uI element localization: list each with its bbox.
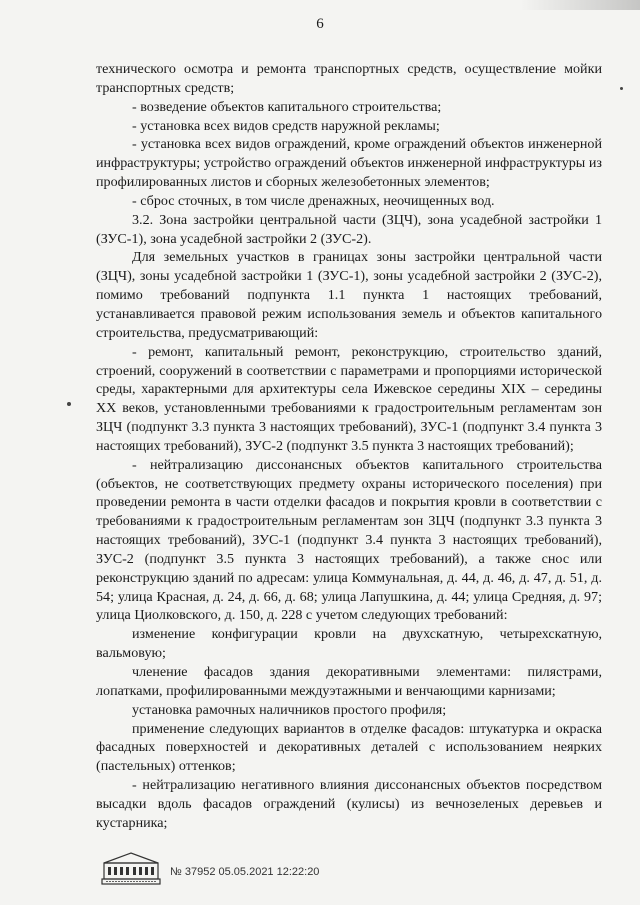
building-emblem-icon <box>100 849 162 887</box>
document-registration-id: № 37952 05.05.2021 12:22:20 <box>170 866 320 878</box>
paragraph: - установка всех видов ограждений, кроме ограждений объектов инженерной инфраструктуры; устройство ограждений объектов инженерной инфраструктуры из профилированных листов и сборных железобетонных элементов; <box>96 136 602 191</box>
paragraph: - ремонт, капитальный ремонт, реконструкцию, строительство зданий, строений, сооружений в соответствии с параметрами и пропорциями исторической среды, характерными для архитектуры села Ижевское середины XIX – середины XX веков, установленными требованиями к градостроительным регламентам зон ЗЦЧ (подпункт 3.3 пункта 3 настоящих требований), ЗУС-1 (подпункт 3.4 пункта 3 настоящих требований), ЗУС-2 (подпункт 3.5 пункта 3 настоящих требований); <box>96 343 602 454</box>
document-body <box>96 60 602 833</box>
paragraph: членение фасадов здания декоративными элементами: пилястрами, лопатками, профилированными междуэтажными и венчающими карнизами; <box>96 664 602 699</box>
scan-speck <box>620 87 623 90</box>
paragraph: 3.2. Зона застройки центральной части (ЗЦЧ), зона усадебной застройки 1 (ЗУС-1), зона усадебной застройки 2 (ЗУС-2). <box>96 211 602 247</box>
paragraph: - нейтрализацию негативного влияния диссонансных объектов посредством высадки вдоль фасадов ограждений (кулисы) из вечнозеленых деревьев и кустарника; <box>96 777 602 831</box>
paragraph: - установка всех видов средств наружной рекламы; <box>132 117 440 134</box>
page-number: 6 <box>316 16 324 32</box>
paragraph: - нейтрализацию диссонансных объектов капитального строительства (объектов, не соответствующих предмету охраны исторического поселения) при проведении ремонта в части отделки фасадов и покрытия кровли в соответствии с требованиями к градостроительным регламентам зон ЗЦЧ (подпункт 3.3 пункта 3 настоящих требований), ЗУС-1 (подпункт 3.4 пункта 3 настоящих требований), ЗУС-2 (подпункт 3.5 пункта 3 настоящих требований), а также снос или реконструкцию зданий по адресам: улица Коммунальная, д. 44, д. 46, д. 47, д. 51, д. 54; улица Красная, д. 24, д. 66, д. 68; улица Лапушкина, д. 44; улица Средняя, д. 97; улица Циолковского, д. 150, д. 228 с учетом следующих требований: <box>96 456 602 624</box>
scan-artifact <box>520 0 640 10</box>
paragraph: установка рамочных наличников простого профиля; <box>132 701 447 718</box>
scan-speck <box>67 402 71 406</box>
paragraph: Для земельных участков в границах зоны застройки центральной части (ЗЦЧ), зоны усадебной застройки 1 (ЗУС-1), зоны усадебной застройки 2 (ЗУС-2), помимо требований подпункта 1.1 пункта 1 настоящих требований, устанавливается правовой режим использования земель и объектов капитального строительства, предусматривающий: <box>96 249 602 341</box>
paragraph: применение следующих вариантов в отделке фасадов: штукатурка и окраска фасадных поверхностей и декоративных деталей с использованием неярких (пастельных) оттенков; <box>96 720 602 775</box>
paragraph: технического осмотра и ремонта транспортных средств, осуществление мойки транспортных средств; <box>96 61 602 96</box>
paragraph: изменение конфигурации кровли на двухскатную, четырехскатную, вальмовую; <box>96 626 602 662</box>
paragraph: - сброс сточных, в том числе дренажных, неочищенных вод. <box>132 192 495 209</box>
paragraph: - возведение объектов капитального строительства; <box>132 98 442 115</box>
